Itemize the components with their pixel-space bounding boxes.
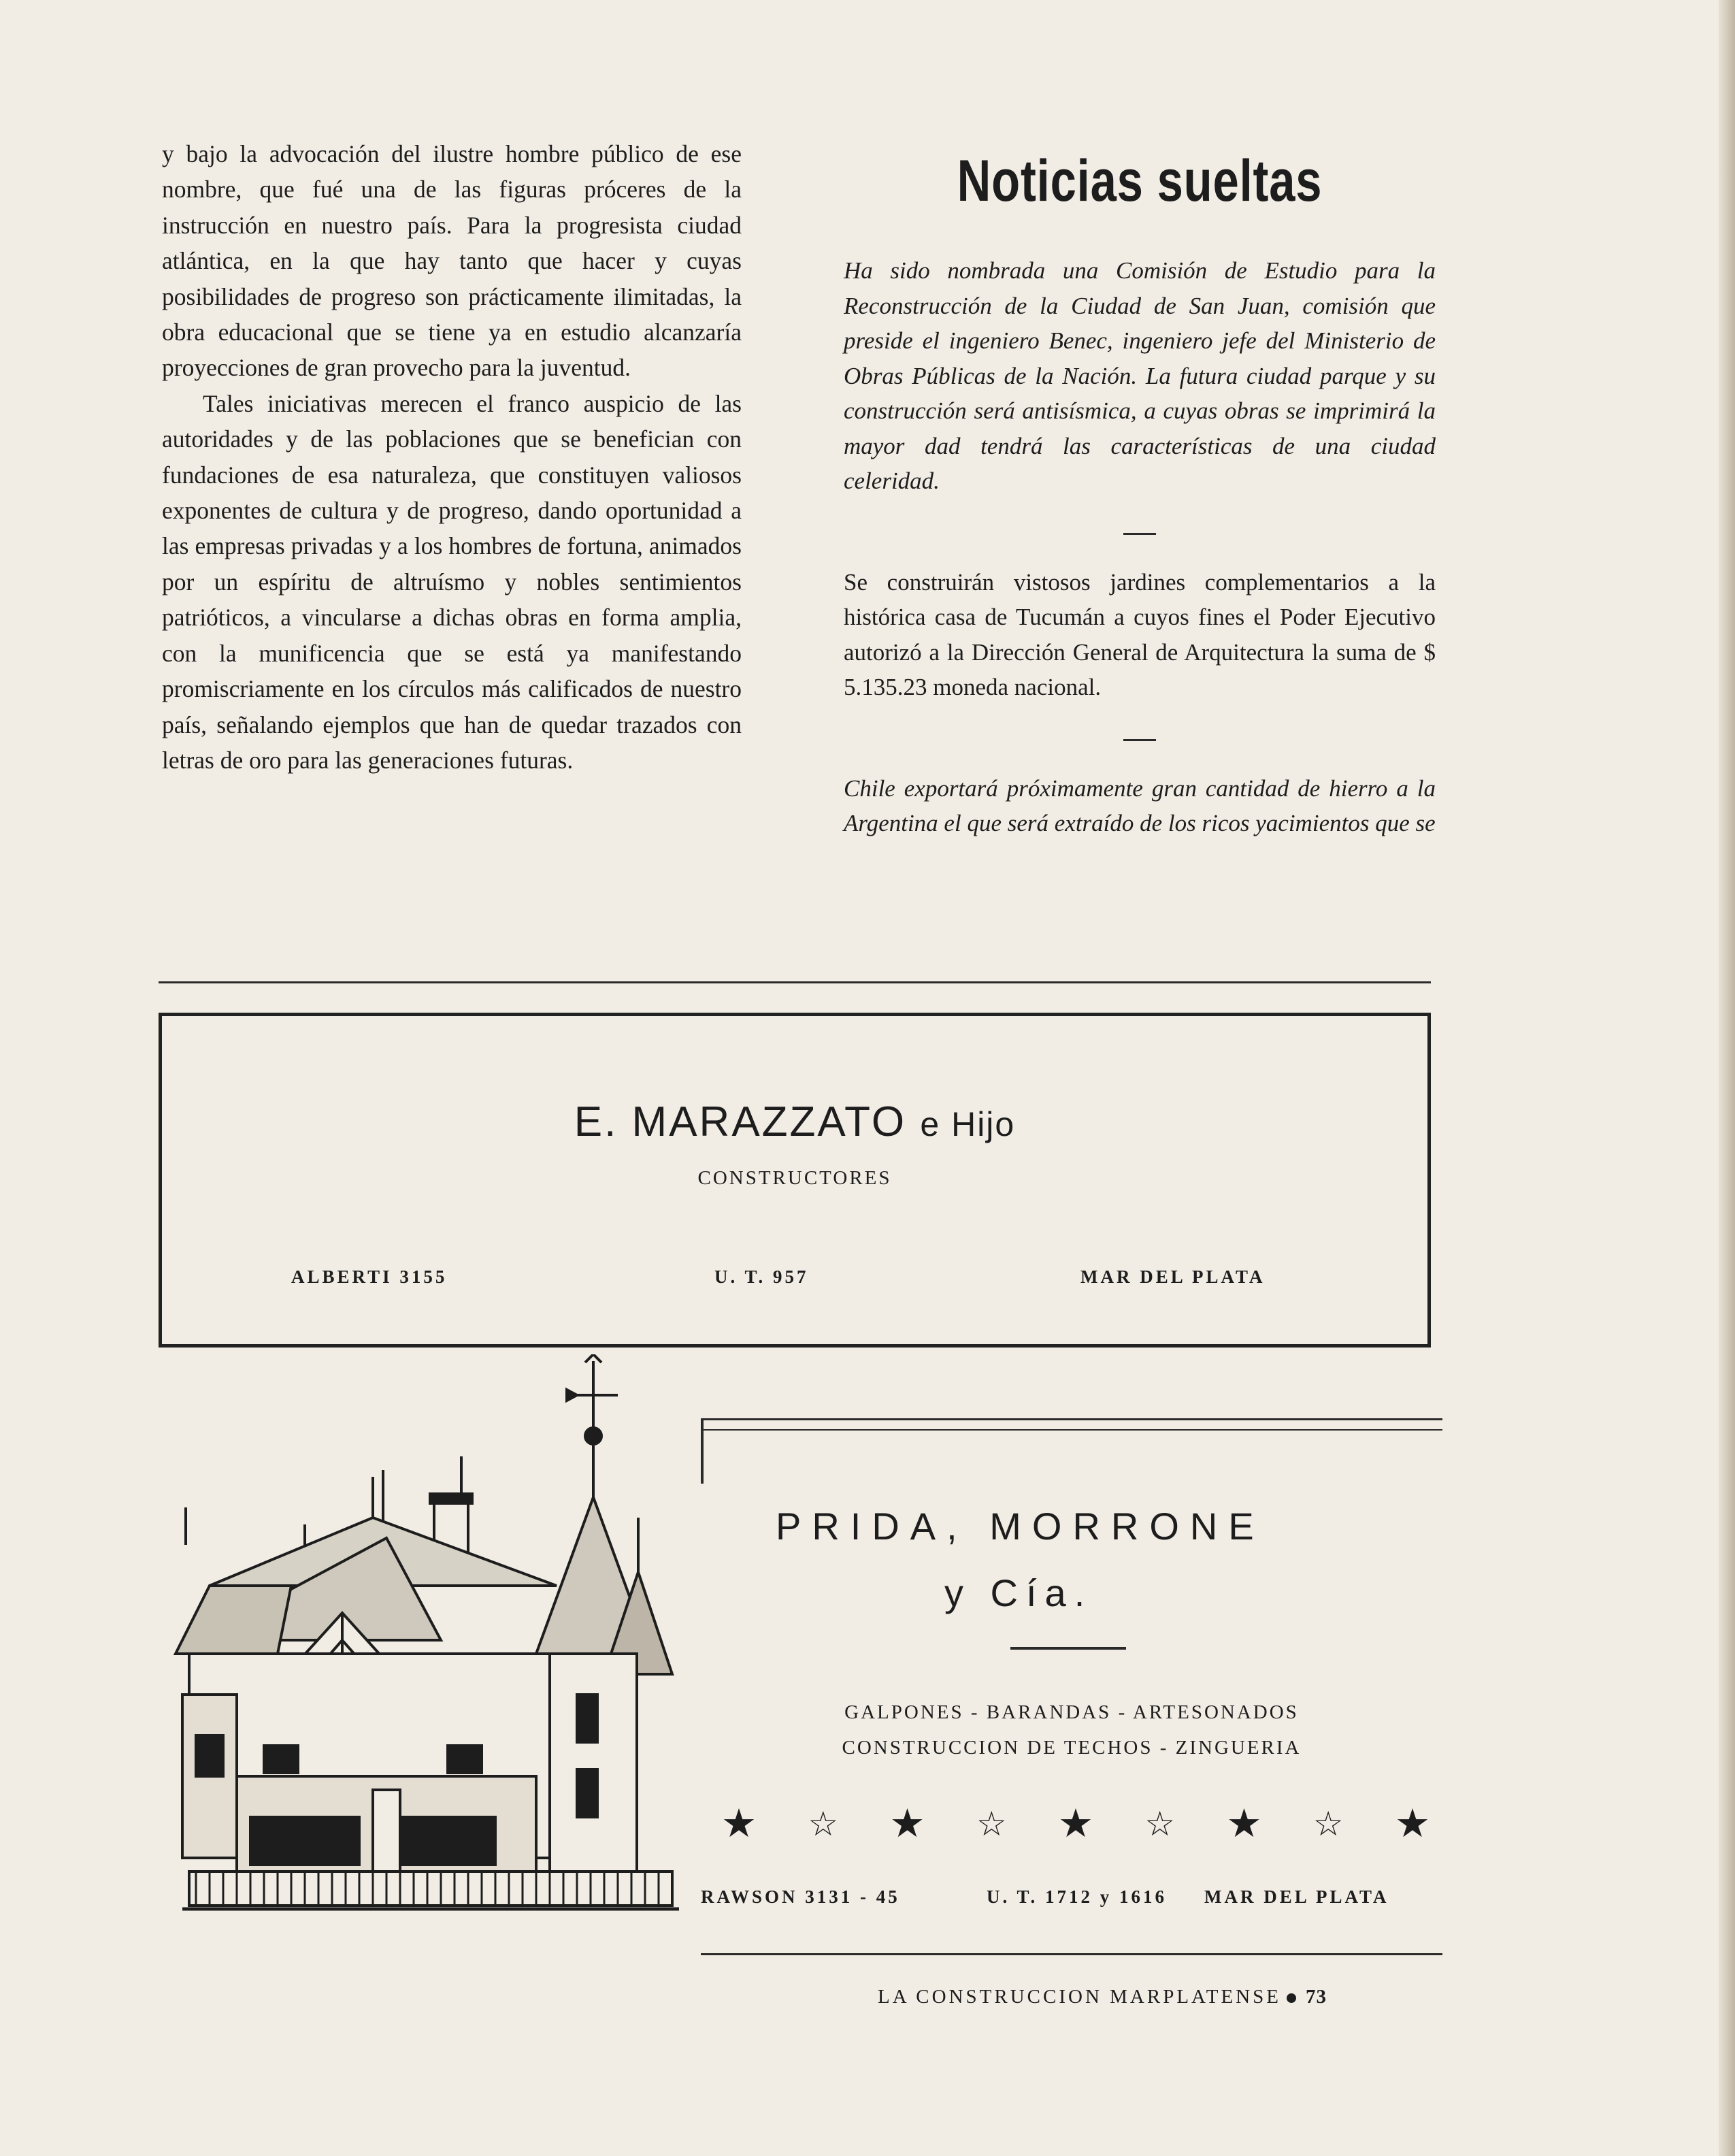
advertiser-address: RAWSON 3131 - 45 [701, 1886, 900, 1907]
advertiser-city: MAR DEL PLATA [1204, 1886, 1389, 1907]
company-name: PRIDA, MORRONE [776, 1505, 1265, 1548]
advertiser-phone: U. T. 1712 y 1616 [987, 1886, 1168, 1907]
company-name-suffix: e Hijo [920, 1105, 1016, 1143]
star-outline-icon: ☆ [976, 1805, 1007, 1843]
products-line: CONSTRUCCION DE TECHOS - ZINGUERIA [842, 1737, 1302, 1759]
company-name-suffix: y Cía. [944, 1571, 1093, 1614]
article-paragraph: Tales iniciativas merecen el franco auspicio de las autoridades y de las poblaciones que se benefician con fundaciones de esa naturaleza, que constituyen valiosos exponentes de cultura y de progreso, dando oportunidad a las empresas privadas y a los hombres de fortuna, animados por un espíritu de altruísmo y nobles sentimientos patrióticos, a vincularse a dichas obras en forma amplia, con la munificencia que se está ya manifestando promiscriamente en los círculos más calificados de nuestro país, señalando ejemplos que han de quedar trazados con letras de oro para las generaciones futuras. [162, 389, 742, 774]
magazine-name: LA CONSTRUCCION MARPLATENSE [878, 1986, 1281, 2008]
short-divider [1010, 1647, 1126, 1650]
star-outline-icon: ☆ [808, 1805, 839, 1843]
article-continuation [162, 136, 742, 778]
section-title: Noticias sueltas [957, 148, 1323, 214]
page-number: 73 [1306, 1986, 1327, 2008]
star-filled-icon: ★ [889, 1801, 925, 1846]
news-item: Chile exportará próximamente gran cantidad de hierro a la Argentina el que será extraído de los ricos yacimientos que se [844, 774, 1436, 836]
advertiser-name [162, 1098, 1427, 1146]
company-name: E. MARAZZATO [574, 1098, 907, 1145]
advertiser-phone: U. T. 957 [714, 1267, 809, 1287]
products-line: GALPONES - BARANDAS - ARTESONADOS [844, 1701, 1299, 1723]
article-paragraph: y bajo la advocación del ilustre hombre público de ese nombre, que fué una de las figuras próceres de la instrucción en nuestro país. Para la progresista ciudad atlántica, en la que hay tanto que hacer y cuyas posibilidades de progreso son prácticamente ilimitadas, la obra educacional que se tiene ya en estudio alcanzaría proyecciones de gran provecho para la juventud. [162, 140, 742, 382]
star-filled-icon: ★ [1057, 1801, 1093, 1846]
advertiser-subtitle: CONSTRUCTORES [697, 1167, 892, 1189]
news-section [844, 136, 1436, 841]
advertiser-address: ALBERTI 3155 [291, 1267, 448, 1287]
advertiser-city: MAR DEL PLATA [1080, 1267, 1266, 1287]
page-footer [878, 1986, 1327, 2008]
star-outline-icon: ☆ [1144, 1805, 1176, 1843]
star-filled-icon: ★ [1394, 1801, 1430, 1846]
bullet-icon [1287, 1993, 1296, 2003]
marazzato-advertisement [159, 1013, 1431, 1348]
star-filled-icon: ★ [721, 1801, 757, 1846]
star-row [701, 1803, 1442, 1844]
star-filled-icon: ★ [1226, 1801, 1262, 1846]
news-item: Se construirán vistosos jardines complementarios a la histórica casa de Tucumán a cuyos fines el Poder Ejecutivo autorizó a la Dirección General de Arquitectura la suma de $ 5.135.23 moneda nacional. [844, 568, 1436, 700]
divider-rule [159, 981, 1431, 983]
separator [1123, 533, 1156, 535]
news-item: Ha sido nombrada una Comisión de Estudio para la Reconstrucción de la Ciudad de San Juan, comisión que preside el ingeniero Benec, ingeniero jefe del Ministerio de Obras Públicas de la Nación. La futura ciudad parque y su construcción será antisísmica, a cuyas obras se imprimirá la mayor dad tendrá las características de una ciudad celeridad. [844, 257, 1436, 494]
house-illustration [169, 1354, 693, 1953]
separator [1123, 739, 1156, 741]
prida-advertisement [701, 1416, 1442, 1953]
page-edge [1719, 0, 1735, 2156]
star-outline-icon: ☆ [1312, 1805, 1344, 1843]
ad-bottom-rule [701, 1953, 1442, 1955]
